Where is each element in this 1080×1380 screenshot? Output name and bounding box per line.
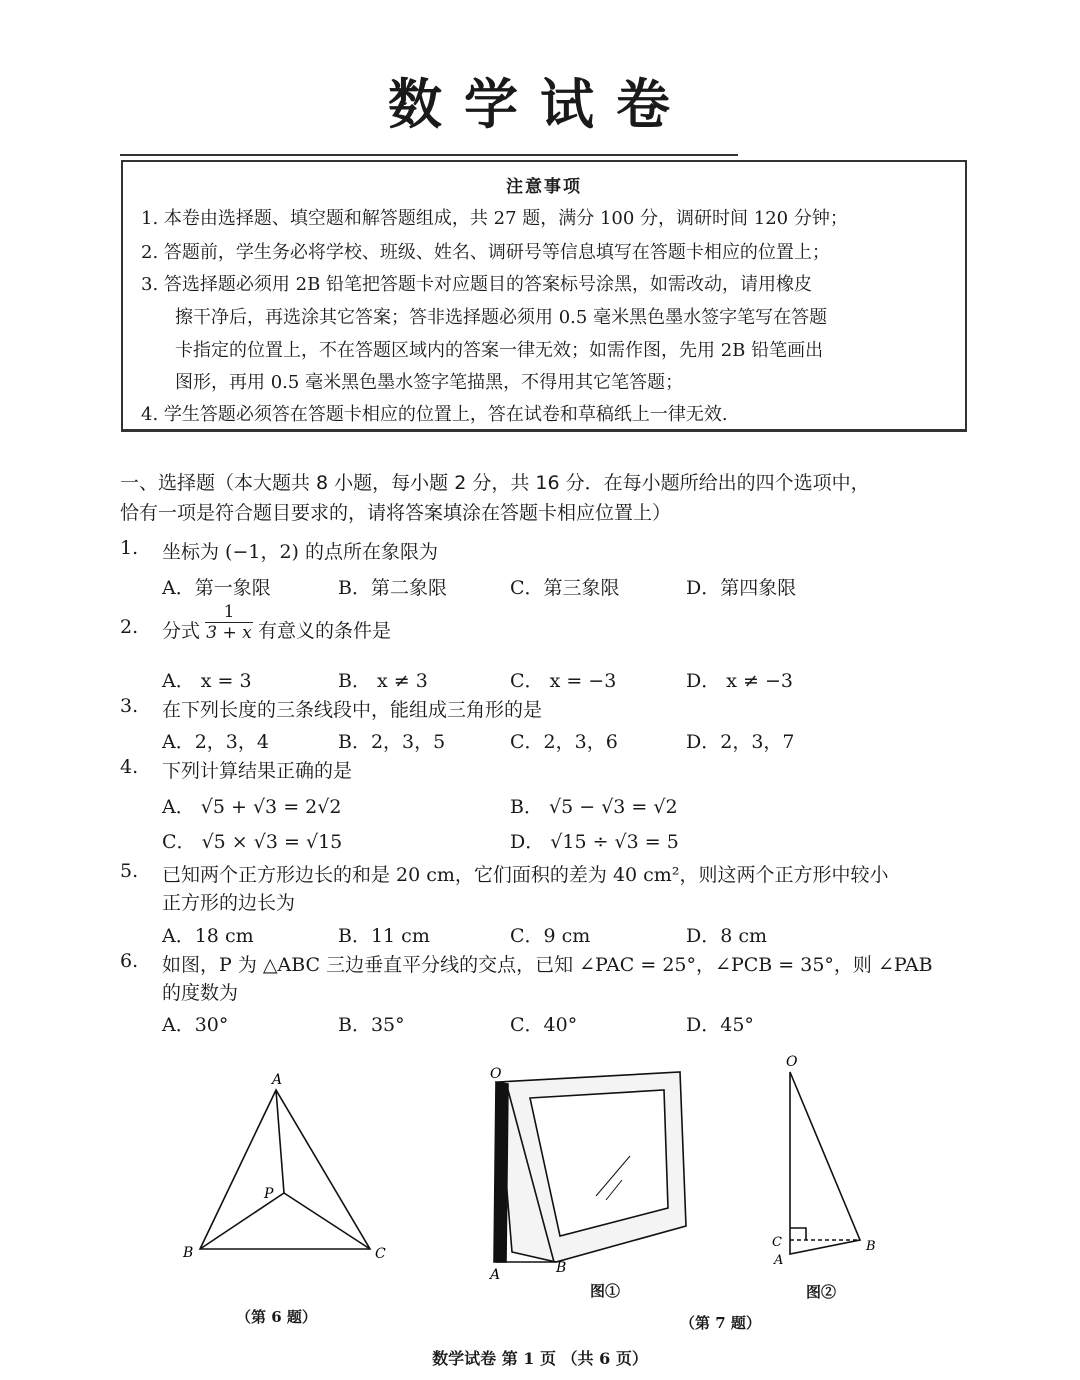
- q2-stem-after: 有意义的条件是: [258, 620, 392, 642]
- section-heading-line-2: 恰有一项是符合题目要求的，请将答案填涂在答题卡相应位置上）: [120, 502, 672, 524]
- figures-area: [0, 1040, 1080, 1330]
- q3-option-a: A．2，3，4: [162, 731, 269, 753]
- notice-line-3: 3. 答选择题必须用 2B 铅笔把答题卡对应题目的答案标号涂黑，如需改动，请用橡皮: [141, 274, 813, 295]
- fig6-triangle-diagram: [200, 1090, 370, 1249]
- q3-option-b: B．2，3，5: [338, 731, 446, 753]
- fig7-triangle-oab: [790, 1072, 860, 1254]
- fig6-label-c: C: [375, 1246, 386, 1262]
- page-footer: 数学试卷 第 1 页 （共 6 页）: [432, 1349, 648, 1368]
- q2-option-b: B． x ≠ 3: [338, 670, 428, 692]
- q5-option-b: B．11 cm: [338, 925, 430, 947]
- q6-stem-line-2: 的度数为: [162, 982, 239, 1004]
- q4-option-a: A． √5 + √3 = 2√2: [162, 796, 342, 818]
- q2-fraction-denominator: 3 + x: [206, 623, 252, 643]
- q5-option-d: D．8 cm: [686, 925, 768, 947]
- q4-option-c: C． √5 × √3 = √15: [162, 831, 343, 853]
- q2-option-a: A． x = 3: [162, 670, 252, 692]
- fig6-segment-pa: [276, 1090, 284, 1193]
- notice-line-4: 擦干净后，再选涂其它答案；答非选择题必须用 0.5 毫米黑色墨水签字笔写在答题: [175, 307, 828, 328]
- notice-line-1: 1. 本卷由选择题、填空题和解答题组成，共 27 题，满分 100 分，调研时间 120 分钟；: [141, 208, 848, 229]
- q5-stem-line-2: 正方形的边长为: [162, 892, 296, 914]
- notice-line-6: 图形，再用 0.5 毫米黑色墨水签字笔描黑，不得用其它笔答题；: [175, 372, 684, 393]
- fig7-photo-frame: [494, 1072, 686, 1262]
- fig7-label-b: B: [556, 1260, 567, 1276]
- q1-option-b: B．第二象限: [338, 577, 447, 599]
- fig7-label-o: O: [490, 1066, 502, 1082]
- q5-stem: 已知两个正方形边长的和是 20 cm，它们面积的差为 40 cm²，则这两个正方形中较小: [162, 864, 889, 886]
- q3-stem: 在下列长度的三条线段中，能组成三角形的是: [162, 699, 543, 721]
- fig7-caption: （第 7 题）: [680, 1314, 761, 1332]
- q3-option-c: C．2，3，6: [510, 731, 618, 753]
- notice-heading: 注意事项: [506, 177, 582, 197]
- fig7b-label-c: C: [772, 1235, 782, 1250]
- q1-stem: 坐标为 (−1，2) 的点所在象限为: [162, 541, 439, 563]
- notice-line-5: 卡指定的位置上，不在答题区域内的答案一律无效；如需作图，先用 2B 铅笔画出: [175, 340, 824, 361]
- fig7-subcaption-1: 图①: [590, 1282, 621, 1300]
- q4-number: 4.: [120, 756, 139, 778]
- fig7b-label-b: B: [866, 1239, 876, 1254]
- fig6-label-b: B: [183, 1245, 194, 1261]
- fig7-triangle-diagram: [790, 1072, 860, 1254]
- q2-option-c: C． x = −3: [510, 670, 617, 692]
- fig7b-label-a: A: [774, 1253, 784, 1268]
- fig7-right-angle-mark: [790, 1228, 806, 1240]
- fig6-label-a: A: [272, 1072, 283, 1088]
- q2-option-d: D． x ≠ −3: [686, 670, 793, 692]
- q4-option-b: B． √5 − √3 = √2: [510, 796, 678, 818]
- q1-option-d: D．第四象限: [686, 577, 797, 599]
- q5-number: 5.: [120, 860, 139, 882]
- q2-number: 2.: [120, 616, 139, 638]
- q2-stem-before: 分式: [162, 620, 201, 642]
- q1-option-a: A．第一象限: [162, 577, 271, 599]
- notice-box: [121, 160, 967, 432]
- fig7-label-a: A: [490, 1267, 501, 1283]
- q4-stem: 下列计算结果正确的是: [162, 760, 353, 782]
- q6-option-b: B．35°: [338, 1014, 405, 1036]
- q5-option-a: A．18 cm: [162, 925, 254, 947]
- q6-option-a: A．30°: [162, 1014, 229, 1036]
- q1-option-c: C．第三象限: [510, 577, 620, 599]
- q6-option-d: D．45°: [686, 1014, 754, 1036]
- notice-line-7: 4. 学生答题必须答在答题卡相应的位置上，答在试卷和草稿纸上一律无效.: [141, 404, 728, 425]
- page-title: 数学试卷: [388, 73, 692, 136]
- fig6-caption: （第 6 题）: [236, 1308, 317, 1326]
- q2-fraction-numerator: 1: [223, 602, 235, 622]
- fig6-segment-pc: [284, 1193, 370, 1249]
- q1-number: 1.: [120, 537, 139, 559]
- q5-option-c: C．9 cm: [510, 925, 591, 947]
- fig6-label-p: P: [264, 1186, 274, 1202]
- q3-option-d: D．2，3，7: [686, 731, 795, 753]
- q3-number: 3.: [120, 695, 139, 717]
- q4-option-d: D． √15 ÷ √3 = 5: [510, 831, 679, 853]
- notice-line-2: 2. 答题前，学生务必将学校、班级、姓名、调研号等信息填写在答题卡相应的位置上；: [141, 242, 830, 263]
- fig7-frame-stand: [494, 1082, 508, 1262]
- section-heading-line-1: 一、选择题（本大题共 8 小题，每小题 2 分，共 16 分．在每小题所给出的四个选项中，: [120, 472, 870, 494]
- fig6-triangle-abc: [200, 1090, 370, 1249]
- top-rule: [120, 154, 738, 156]
- q6-stem: 如图，P 为 △ABC 三边垂直平分线的交点，已知 ∠PAC = 25°，∠PCB = 35°，则 ∠PAB: [162, 954, 933, 976]
- q6-number: 6.: [120, 950, 139, 972]
- fig7b-label-o: O: [786, 1054, 798, 1070]
- q2-fraction: [205, 602, 253, 643]
- fig7-subcaption-2: 图②: [806, 1283, 837, 1301]
- q6-option-c: C．40°: [510, 1014, 578, 1036]
